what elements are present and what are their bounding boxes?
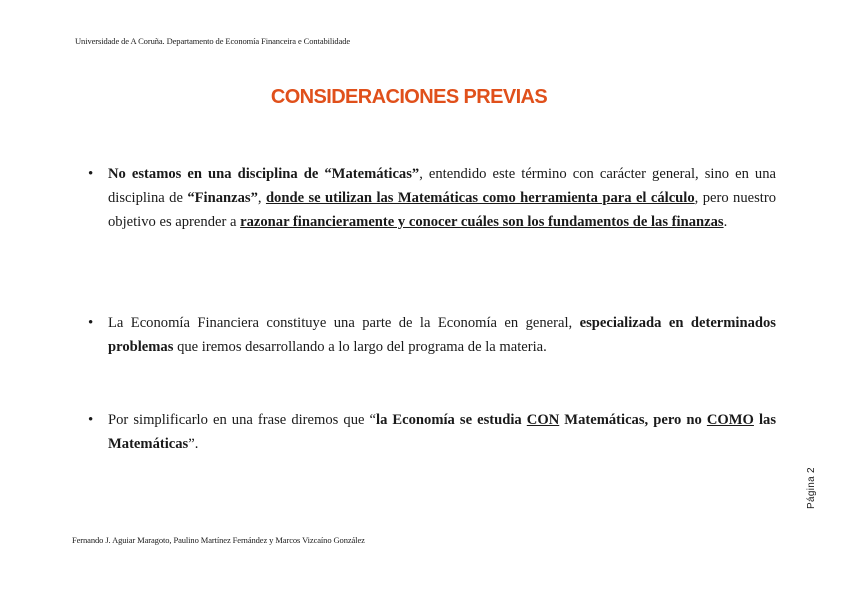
page-title: CONSIDERACIONES PREVIAS: [270, 86, 548, 108]
body-text: , pero nuestro objetivo es aprender a: [108, 190, 777, 230]
bold-text: especializada en determinados problemas: [108, 315, 776, 355]
bold-text: No estamos en una disciplina de “Matemáticas”: [108, 166, 420, 182]
page-footer: Fernando J. Aguiar Maragoto, Paulino Martínez Fernández y Marcos Vizcaíno González: [72, 535, 365, 545]
body-text: .: [723, 214, 728, 230]
bullet-dot-icon: •: [88, 166, 94, 182]
bold-text: Matemáticas, pero no: [559, 412, 707, 428]
body-text: que iremos desarrollando a lo largo del programa de la materia.: [173, 339, 547, 355]
bullet-frase-resumen: [88, 408, 776, 456]
bold-underlined-text: COMO: [706, 412, 754, 428]
bold-text: la Economía se estudia: [376, 412, 527, 428]
bold-text: “Finanzas”: [187, 190, 258, 206]
body-text: La Economía Financiera constituye una parte de la Economía en general,: [108, 315, 580, 331]
body-text: ,: [257, 190, 266, 206]
body-text: , entendido este término con carácter general, sino en una disciplina de: [108, 166, 776, 206]
bold-underlined-text: donde se utilizan las Matemáticas como herramienta para el cálculo: [265, 190, 695, 206]
bullet-disciplina-finanzas: [88, 162, 777, 234]
bold-underlined-text: CON: [526, 412, 560, 428]
body-text: ”.: [188, 436, 199, 452]
bullet-dot-icon: •: [88, 315, 94, 331]
bold-underlined-text: razonar financieramente y conocer cuáles son los fundamentos de las finanzas: [240, 214, 724, 230]
page-number: Página 2: [806, 467, 817, 509]
bullet-dot-icon: •: [88, 412, 94, 428]
bullet-economia-financiera: [88, 311, 776, 359]
bold-text: las Matemáticas: [108, 412, 776, 452]
page-header: Universidade de A Coruña. Departamento de Economía Financeira e Contabilidade: [75, 36, 351, 46]
body-text: Por simplificarlo en una frase diremos que “: [108, 412, 377, 428]
